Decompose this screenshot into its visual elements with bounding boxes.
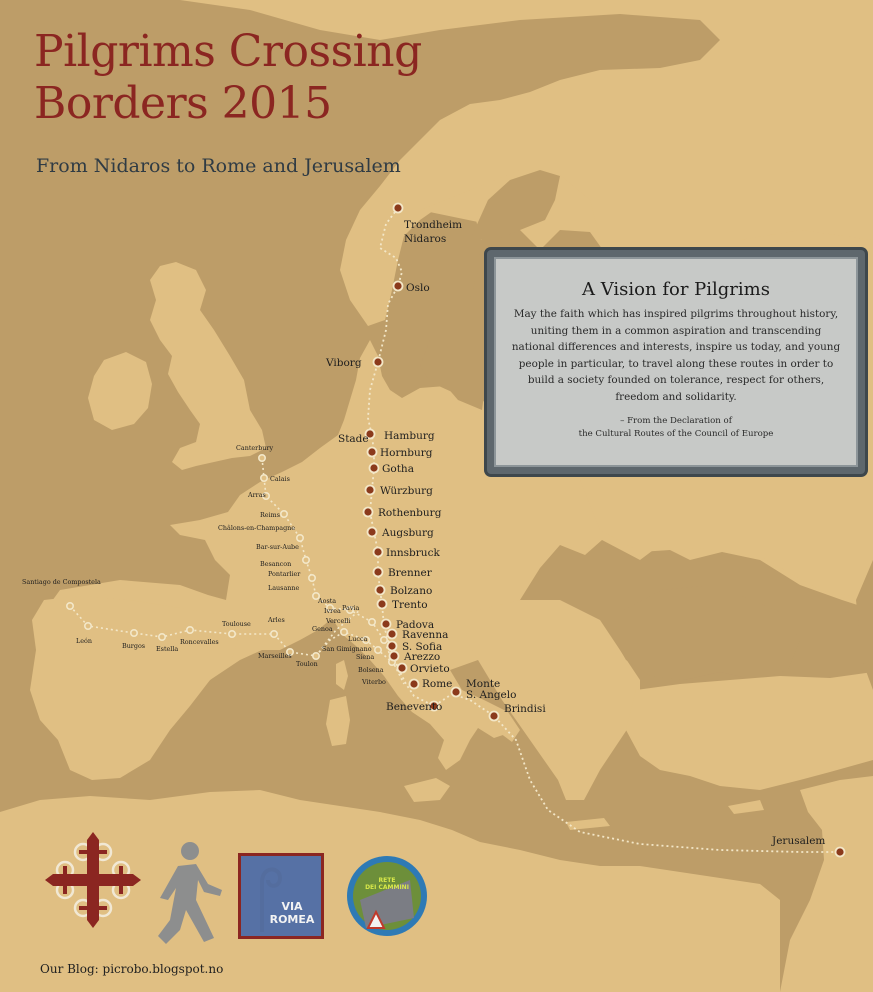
label-orvieto: Orvieto xyxy=(410,663,450,675)
label-canterbury: Canterbury xyxy=(236,444,274,452)
label-arras: Arras xyxy=(248,491,266,499)
label-padova: Padova xyxy=(396,619,435,631)
label-rome: Rome xyxy=(422,678,453,690)
label-ssofia: S. Sofia xyxy=(402,641,443,653)
label-wurzburg: Würzburg xyxy=(380,485,433,497)
via-romea-badge xyxy=(238,853,324,939)
vision-source-line-1: – From the Declaration of xyxy=(620,416,732,426)
label-siena: Siena xyxy=(356,653,375,661)
label-arles: Arles xyxy=(268,616,285,624)
label-besancon: Besancon xyxy=(260,560,292,568)
label-benevento: Benevento xyxy=(386,701,443,713)
label-genoa: Genoa xyxy=(312,625,333,633)
label-calais: Calais xyxy=(270,475,290,483)
label-jerusalem: Jerusalem xyxy=(772,835,826,847)
label-toulon: Toulon xyxy=(296,660,318,668)
label-ravenna: Ravenna xyxy=(402,629,449,641)
rete-line-1: RETE xyxy=(378,877,396,884)
page-title xyxy=(34,26,422,130)
label-estella: Estella xyxy=(156,645,179,653)
label-burgos: Burgos xyxy=(122,642,146,650)
label-reims: Reims xyxy=(260,511,280,519)
blog-link[interactable]: Our Blog: picrobo.blogspot.no xyxy=(40,962,224,976)
label-chalons: Châlons-en-Champagne xyxy=(218,524,296,532)
via-romea-text xyxy=(263,900,321,926)
rete-cammini-badge xyxy=(344,853,430,939)
label-vercelli: Vercelli xyxy=(326,617,351,625)
label-viborg: Viborg xyxy=(326,357,362,369)
label-lausanne: Lausanne xyxy=(268,584,300,592)
label-ivrea: Ivrea xyxy=(324,607,341,615)
label-toulouse: Toulouse xyxy=(222,620,251,628)
label-santiago: Santiago de Compostela xyxy=(22,578,101,586)
label-brindisi: Brindisi xyxy=(504,703,546,715)
label-gotha: Gotha xyxy=(382,463,414,475)
label-stade: Stade xyxy=(338,433,369,445)
label-nidaros: Nidaros xyxy=(404,233,447,245)
page-subtitle: From Nidaros to Rome and Jerusalem xyxy=(36,155,401,177)
label-bolzano: Bolzano xyxy=(390,585,433,597)
label-viterbo: Viterbo xyxy=(362,678,386,686)
rete-line-2: DEI CAMMINI xyxy=(365,884,409,891)
label-monte: Monte xyxy=(466,678,501,690)
label-augsburg: Augsburg xyxy=(382,527,434,539)
label-roncevalles: Roncevalles xyxy=(180,638,219,646)
vision-source xyxy=(494,415,858,441)
label-trento: Trento xyxy=(392,599,428,611)
via-romea-line-2: ROMEA xyxy=(269,913,315,926)
label-bolsena: Bolsena xyxy=(358,666,384,674)
label-oslo: Oslo xyxy=(406,282,430,294)
label-hamburg: Hamburg xyxy=(384,430,435,442)
label-trondheim: Trondheim xyxy=(404,219,463,231)
label-pavia: Pavia xyxy=(342,604,360,612)
label-brenner: Brenner xyxy=(388,567,432,579)
label-hornburg: Hornburg xyxy=(380,447,433,459)
label-leon: León xyxy=(76,637,92,645)
title-line-2: Borders 2015 xyxy=(34,78,332,129)
label-rothenburg: Rothenburg xyxy=(378,507,442,519)
vision-heading: A Vision for Pilgrims xyxy=(582,279,770,300)
label-lucca: Lucca xyxy=(348,635,368,643)
title-line-1: Pilgrims Crossing xyxy=(34,26,422,77)
label-sangelo: S. Angelo xyxy=(466,689,517,701)
label-innsbruck: Innsbruck xyxy=(386,547,440,559)
label-aosta: Aosta xyxy=(318,597,337,605)
label-marseilles: Marseilles xyxy=(258,652,292,660)
via-romea-line-1: VIA xyxy=(281,900,303,913)
vision-panel xyxy=(487,250,865,474)
rete-text xyxy=(356,877,418,891)
vision-body: May the faith which has inspired pilgrims throughout history, uniting them in a common aspiration and transcending national differences and interests, inspire us today, and young people in particular, to travel along these routes in order to build a society founded on tolerance, respect for others, freedom and solidarity. xyxy=(511,308,841,403)
label-sangimignano: San Gimignano xyxy=(322,645,372,653)
label-pontarlier: Pontarlier xyxy=(268,570,301,578)
label-bar: Bar-sur-Aube xyxy=(256,543,299,551)
label-arezzo: Arezzo xyxy=(404,651,441,663)
vision-source-line-2: the Cultural Routes of the Council of Europe xyxy=(578,429,774,439)
